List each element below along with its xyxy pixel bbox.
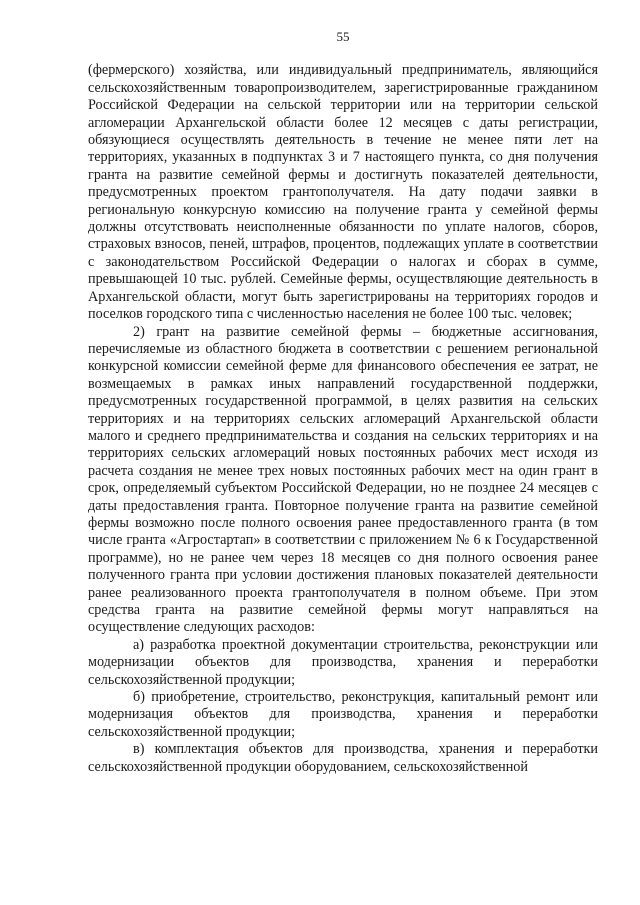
list-item-a: а) разработка проектной документации строительства, реконструкции или модернизации объектов для производства, хранения и переработки сельскохозяйственной продукции; [88, 636, 598, 688]
list-item-c: в) комплектация объектов для производства, хранения и переработки сельскохозяйственной продукции оборудованием, сельскохозяйственной [88, 741, 598, 775]
paragraph-grant-definition: 2) грант на развитие семейной фермы – бюджетные ассигнования, перечисляемые из областного бюджета в соответствии с решением региональной конкурсной комиссии семейной ферме для финансового обеспечения ее затрат, не возмещаемых в рамках иных направлений государственной поддержки, предусмотренных государственной программой, в целях развития на сельских территориях и на территориях сельских агломераций Архангельской области малого и среднего предпринимательства и создания на сельских территориях и на территориях сельских агломераций новых постоянных рабочих мест исходя из расчета создания не менее трех новых постоянных рабочих мест на один грант в срок, определяемый субъектом Российской Федерации, но не позднее 24 месяцев с даты предоставления гранта. Повторное получение гранта на развитие семейной фермы возможно после полного освоения ранее предоставленного гранта (в том числе гранта «Агростартап» в соответствии с приложением № 6 к Государственной программе), но не ранее чем через 18 месяцев со дня полного освоения ранее полученного гранта при условии достижения плановых показателей деятельности ранее реализованного проекта грантополучателя в полном объеме. При этом средства гранта на развитие семейной фермы могут направляться на осуществление следующих расходов: [88, 323, 598, 636]
paragraph-farm-definition: (фермерского) хозяйства, или индивидуальный предприниматель, являющийся сельскохозяйственным товаропроизводителем, зарегистрированные гражданином Российской Федерации на сельской территории или на территории сельской агломерации Архангельской области более 12 месяцев с даты регистрации, обязующиеся осуществлять деятельность в течение не менее пяти лет на территориях, указанных в подпунктах 3 и 7 настоящего пункта, со дня получения гранта на развитие семейной фермы и достигнуть показателей деятельности, предусмотренных проектом грантополучателя. На дату подачи заявки в региональную конкурсную комиссию на получение гранта у семейной фермы должны отсутствовать неисполненные обязанности по уплате налогов, сборов, страховых взносов, пеней, штрафов, процентов, подлежащих уплате в соответствии с законодательством Российской Федерации о налогах и сборах в сумме, превышающей 10 тыс. рублей. Семейные фермы, осуществляющие деятельность в Архангельской области, могут быть зарегистрированы на территориях городов и поселков городского типа с численностью населения не более 100 тыс. человек; [88, 62, 598, 323]
document-page [88, 28, 598, 776]
page-number: 55 [336, 29, 350, 44]
list-item-b: б) приобретение, строительство, реконструкция, капитальный ремонт или модернизация объектов для производства, хранения и переработки сельскохозяйственной продукции; [88, 689, 598, 740]
